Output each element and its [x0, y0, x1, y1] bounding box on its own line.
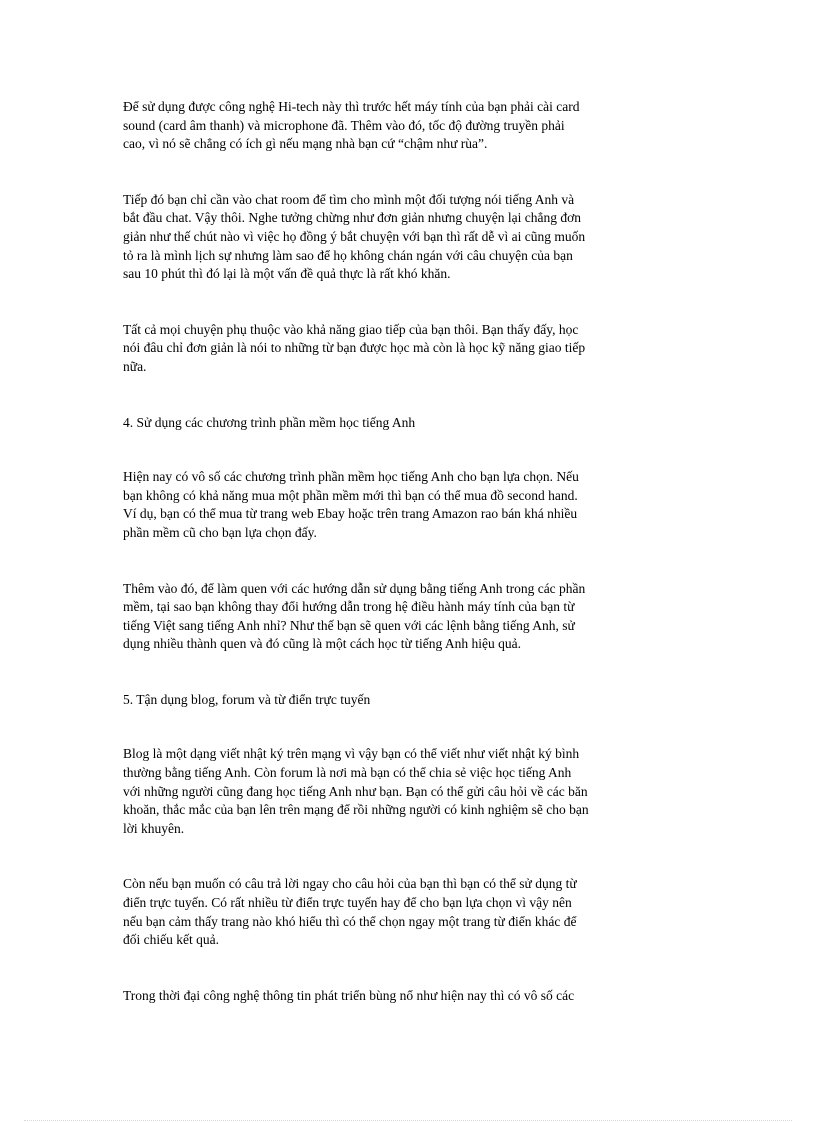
- paragraph-it-era: Trong thời đại công nghệ thông tin phát triển bùng nổ như hiện nay thì có vô số các: [123, 987, 575, 1003]
- section-heading-blog-forum: 5. Tận dụng blog, forum và từ điển trực tuyến: [123, 691, 371, 707]
- page-bottom-border: [24, 1120, 792, 1121]
- paragraph-chat-room: Tiếp đó bạn chỉ cần vào chat room để tìm cho mình một đối tượng nói tiếng Anh và bắt đầu chat. Vậy thôi. Nghe tưởng chừng như đơn giản nhưng chuyện lại chẳng đơn giản như thế chút nào vì việc họ đồng ý bắt chuyện với bạn thì rất dễ vì ai cũng muốn tỏ ra là mình lịch sự nhưng làm sao để họ không chán ngán với câu chuyện của bạn sau 10 phút thì đó lại là một vấn đề quả thực là rất khó khăn.: [123, 191, 586, 282]
- paragraph-hardware-requirements: Để sử dụng được công nghệ Hi-tech này thì trước hết máy tính của bạn phải cài card sound (card âm thanh) và microphone đã. Thêm vào đó, tốc độ đường truyền phải cao, vì nó sẽ chẳng có ích gì nếu mạng nhà bạn cứ “chậm như rùa”.: [123, 99, 580, 152]
- paragraph-online-dictionary: Còn nếu bạn muốn có câu trả lời ngay cho câu hỏi của bạn thì bạn có thể sử dụng từ điển trực tuyến. Có rất nhiều từ điển trực tuyến hay để cho bạn lựa chọn vì vậy nên nếu bạn cảm thấy trang nào khó hiểu thì có thể chọn ngay một trang từ điển khác để đối chiếu kết quả.: [123, 876, 577, 948]
- paragraph-os-language: Thêm vào đó, để làm quen với các hướng dẫn sử dụng bằng tiếng Anh trong các phần mềm, tại sao bạn không thay đổi hướng dẫn trong hệ điều hành máy tính của bạn từ tiếng Việt sang tiếng Anh nhỉ? Như thế bạn sẽ quen với các lệnh bằng tiếng Anh, sử dụng nhiều thành quen và đó cũng là một cách học từ tiếng Anh hiệu quả.: [123, 580, 586, 652]
- paragraph-blog-forum: Blog là một dạng viết nhật ký trên mạng vì vậy bạn có thể viết như viết nhật ký bình thường bằng tiếng Anh. Còn forum là nơi mà bạn có thể chia sẻ việc học tiếng Anh với những người cũng đang học tiếng Anh như bạn. Bạn có thể gửi câu hỏi về các băn khoăn, thắc mắc của bạn lên trên mạng để rồi những người có kinh nghiệm sẽ cho bạn lời khuyên.: [123, 746, 589, 836]
- paragraph-software-options: Hiện nay có vô số các chương trình phần mềm học tiếng Anh cho bạn lựa chọn. Nếu bạn không có khả năng mua một phần mềm mới thì bạn có thể mua đồ second hand. Ví dụ, bạn có thể mua từ trang web Ebay hoặc trên trang Amazon rao bán khá nhiều phần mềm cũ cho bạn lựa chọn đấy.: [123, 469, 579, 540]
- document-body: [123, 98, 698, 1005]
- section-heading-software: 4. Sử dụng các chương trình phần mềm học tiếng Anh: [123, 414, 416, 430]
- paragraph-communication-skills: Tất cả mọi chuyện phụ thuộc vào khả năng giao tiếp của bạn thôi. Bạn thấy đấy, học nói đâu chỉ đơn giản là nói to những từ bạn được học mà còn là học kỹ năng giao tiếp nữa.: [123, 321, 586, 374]
